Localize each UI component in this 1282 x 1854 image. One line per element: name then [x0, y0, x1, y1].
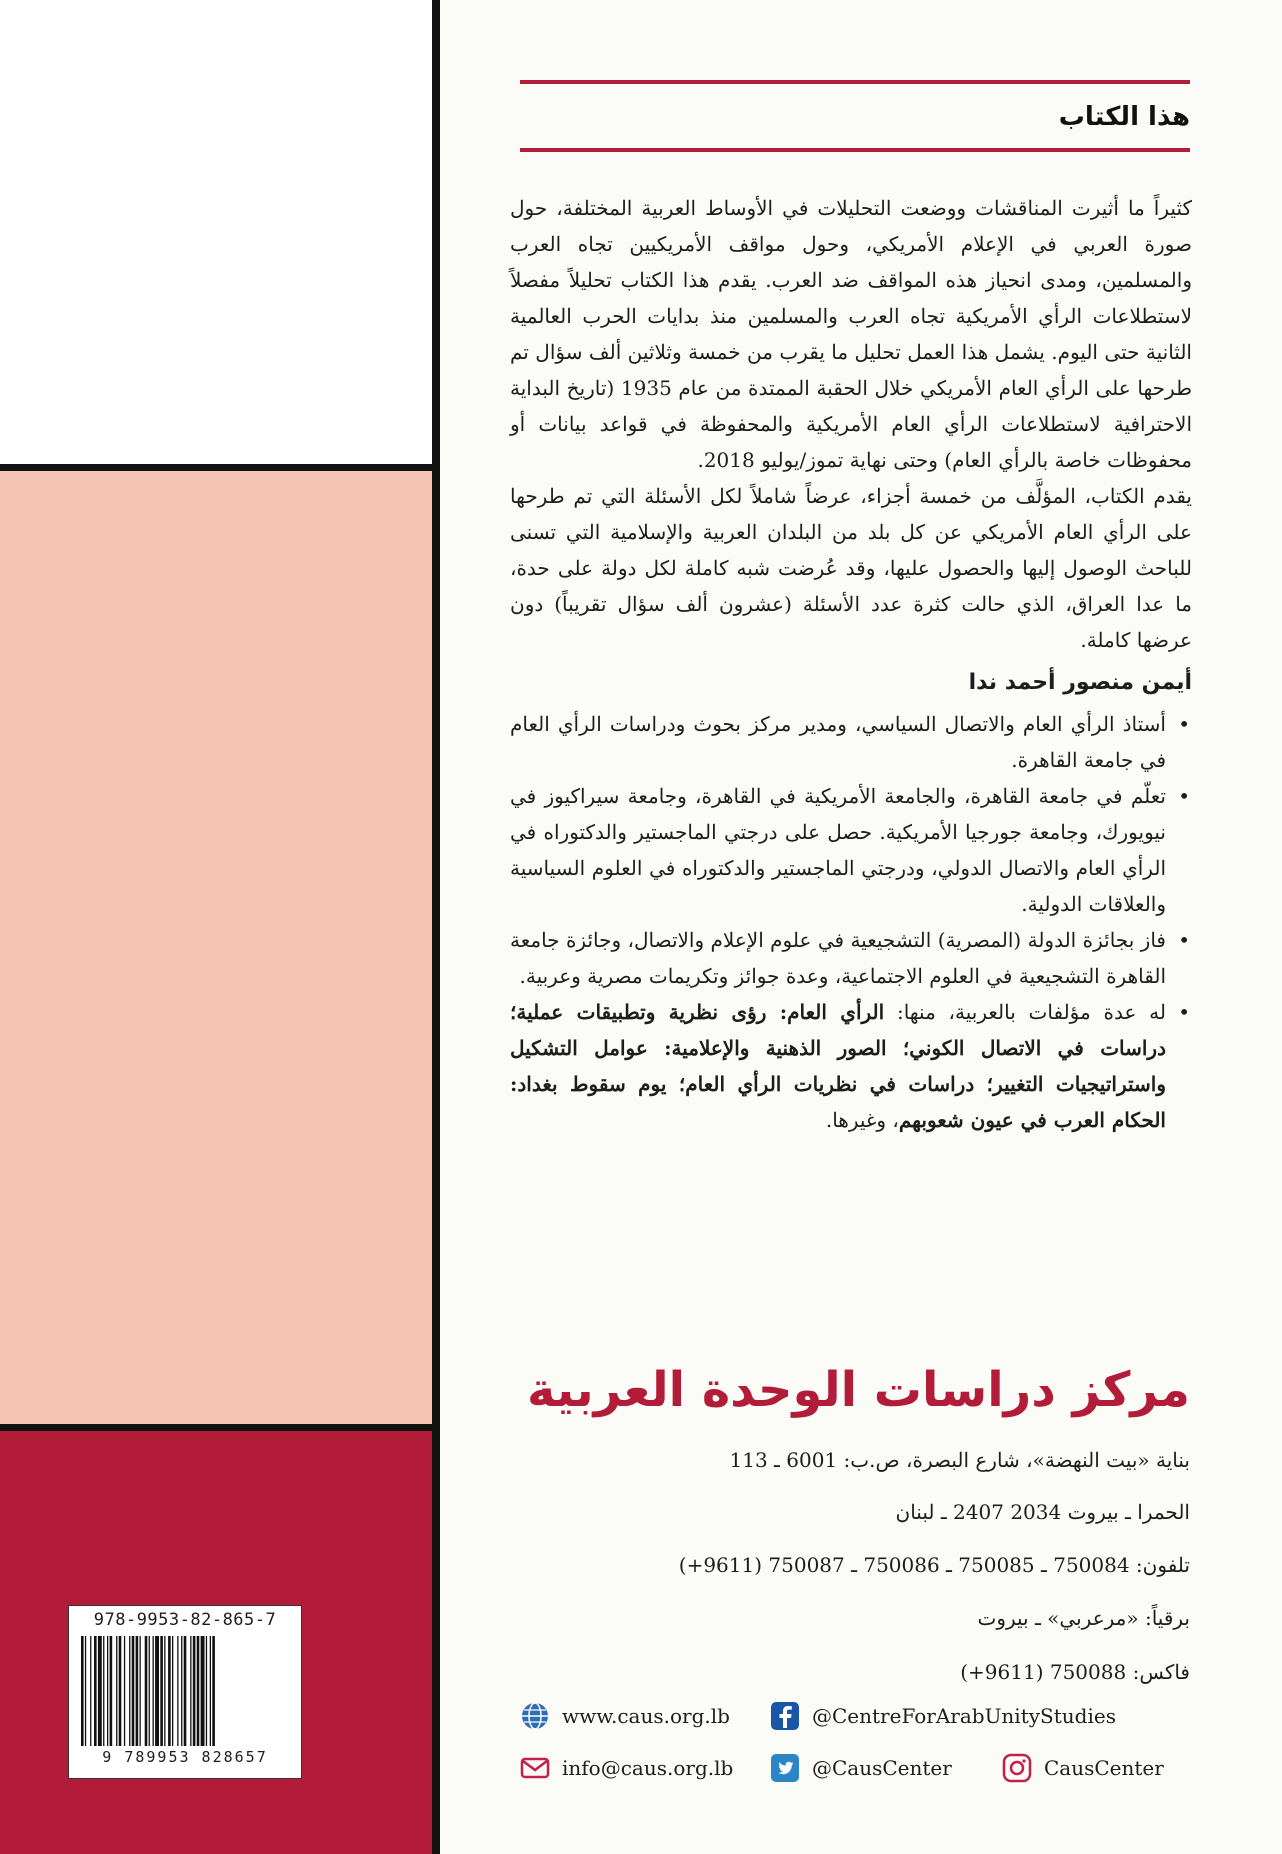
- bio-item: [510, 706, 1192, 778]
- barcode-bar: [149, 1636, 150, 1746]
- barcode-bar: [168, 1636, 171, 1746]
- twitter-text: @CausCenter: [812, 1756, 952, 1780]
- barcode-bar: [103, 1636, 104, 1746]
- paragraph: كثيراً ما أثيرت المناقشات ووضعت التحليلات في الأوساط العربية المختلفة، حول صورة العربي في الإعلام الأمريكي، وحول مواقف الأمريكيين تجاه العرب والمسلمين، ومدى انحياز هذه المواقف ضد العرب. يقدم هذا الكتاب تحليلاً مفصلاً لاستطلاعات الرأي الأمريكية تجاه العرب والمسلمين منذ بدايات الحرب العالمية الثانية حتى اليوم. يشمل هذا العمل تحليل ما يقرب من خمسة وثلاثين ألف سؤال تم طرحها على الرأي العام الأمريكي خلال الحقبة الممتدة من عام 1935 (تاريخ البداية الاحترافية لاستطلاعات الرأي العام الأمريكية والمحفوظة في قواعد بيانات أو محفوظات خاصة بالرأي العام) وحتى نهاية تموز/يوليو 2018.: [510, 196, 1192, 472]
- bio-text: ، وغيرها.: [825, 1108, 899, 1132]
- bio-item: [510, 922, 1192, 994]
- barcode-bar: [107, 1636, 108, 1746]
- barcode-bar: [190, 1636, 191, 1746]
- bio-text: له عدة مؤلفات بالعربية، منها:: [884, 1000, 1166, 1024]
- barcode-bar: [110, 1636, 113, 1746]
- title-rule-bottom: [520, 148, 1190, 152]
- barcode-bar: [212, 1636, 215, 1746]
- barcode-digits: 9 789953 828657: [102, 1748, 268, 1766]
- contact-phone: تلفون: 750084 ـ 750085 ـ 750086 ـ 750087 (9611+): [678, 1553, 1190, 1577]
- author-name: أيمن منصور أحمد ندا: [968, 670, 1192, 695]
- barcode-bar: [197, 1636, 200, 1746]
- barcode-bar: [201, 1636, 205, 1746]
- bullet-icon: •: [1178, 712, 1190, 736]
- email-text: info@caus.org.lb: [562, 1756, 734, 1780]
- website-text: www.caus.org.lb: [562, 1704, 730, 1728]
- facebook-icon: [770, 1701, 800, 1731]
- bio-item: [510, 778, 1192, 922]
- instagram-icon: [1002, 1753, 1032, 1783]
- barcode-bar: [136, 1636, 139, 1746]
- bio-text: فاز بجائزة الدولة (المصرية) التشجيعية في علوم الإعلام والاتصال، وجائزة جامعة القاهرة التشجيعية في العلوم الاجتماعية، وعدة جوائز وتكريمات مصرية وعربية.: [510, 928, 1166, 988]
- barcode-bar: [94, 1636, 97, 1746]
- barcode-bar: [193, 1636, 196, 1746]
- left-color-panel: [0, 0, 438, 1854]
- barcode-bar: [145, 1636, 148, 1746]
- barcode-bar: [181, 1636, 182, 1746]
- barcode-bar: [129, 1636, 130, 1746]
- contact-fax: فاكس: 750088 (9611+): [960, 1660, 1190, 1684]
- barcode-bar: [206, 1636, 207, 1746]
- bullet-icon: •: [1178, 1000, 1190, 1024]
- bullet-icon: •: [1178, 784, 1190, 808]
- red-block: [0, 1431, 438, 1854]
- barcode-bar: [164, 1636, 165, 1746]
- contact-address: بناية «بيت النهضة»، شارع البصرة، ص.ب: 6001 ـ 113: [729, 1448, 1190, 1472]
- paragraph: يقدم الكتاب، المؤلَّف من خمسة أجزاء، عرضاً شاملاً لكل الأسئلة التي تم طرحها على الرأي العام الأمريكي عن كل بلد من البلدان العربية والإسلامية التي تسنى للباحث الوصول إليها والحصول عليها، وقد عُرضت شبه كاملة لكل دولة على حدة، ما عدا العراق، الذي حالت كثرة عدد الأسئلة (عشرون ألف سؤال تقريباً) دون عرضها كاملة.: [510, 484, 1192, 652]
- pink-block: [0, 471, 438, 1431]
- vertical-divider: [432, 0, 440, 1854]
- bio-book-titles: الرأي العام: رؤى نظرية وتطبيقات عملية؛ دراسات في الاتصال الكوني؛ الصور الذهنية والإعلامية: عوامل التشكيل واستراتيجيات التغيير؛ دراسات في نظريات الرأي العام؛ يوم سقوط بغداد: الحكام العرب في عيون شعوبهم: [510, 1000, 1166, 1132]
- barcode-bar: [132, 1636, 135, 1746]
- bio-item: [510, 994, 1192, 1138]
- bio-text: أستاذ الرأي العام والاتصال السياسي، ومدير مركز بحوث ودراسات الرأي العام في جامعة القاهرة.: [510, 712, 1166, 772]
- barcode-bar: [184, 1636, 187, 1746]
- title-rule-top: [520, 80, 1190, 84]
- instagram-text: CausCenter: [1044, 1756, 1164, 1780]
- barcode-bar: [210, 1636, 211, 1746]
- publisher-name: مركز دراسات الوحدة العربية: [526, 1362, 1190, 1418]
- facebook-link[interactable]: [770, 1700, 1116, 1732]
- barcode-bar: [155, 1636, 159, 1746]
- barcode-bar: [98, 1636, 102, 1746]
- barcode-bar: [172, 1636, 173, 1746]
- barcode-bar: [160, 1636, 163, 1746]
- barcode-bar: [119, 1636, 122, 1746]
- barcode-bar: [90, 1636, 91, 1746]
- bio-text: تعلّم في جامعة القاهرة، والجامعة الأمريكية في القاهرة، وجامعة سيراكيوز في نيويورك، وجامعة جورجيا الأمريكية. حصل على درجتي الماجستير والدكتوراه في الرأي العام والاتصال الدولي، ودرجتي الماجستير والدكتوراه في العلوم السياسية والعلاقات الدولية.: [510, 784, 1166, 916]
- bullet-icon: •: [1178, 928, 1190, 952]
- contact-city: الحمرا ـ بيروت 2034 2407 ـ لبنان: [895, 1500, 1190, 1524]
- twitter-icon: [770, 1753, 800, 1783]
- barcode-bar: [140, 1636, 141, 1746]
- divider-line: [0, 464, 438, 471]
- barcode-bar: [85, 1636, 86, 1746]
- blurb-text: [510, 190, 1192, 1138]
- barcode-bar: [153, 1636, 154, 1746]
- barcode-bars: [81, 1636, 289, 1746]
- barcode-bar: [81, 1636, 84, 1746]
- isbn-number: 978-9953-82-865-7: [93, 1610, 277, 1630]
- barcode: [68, 1605, 302, 1779]
- divider-line: [0, 1424, 438, 1431]
- twitter-link[interactable]: [770, 1752, 952, 1784]
- author-bio-list: [510, 706, 1192, 1138]
- facebook-text: @CentreForArabUnityStudies: [812, 1704, 1116, 1728]
- instagram-link[interactable]: [1002, 1752, 1164, 1784]
- email-link[interactable]: [520, 1752, 733, 1784]
- barcode-bar: [124, 1636, 125, 1746]
- white-block: [0, 0, 438, 471]
- barcode-bar: [116, 1636, 117, 1746]
- section-title: هذا الكتاب: [1058, 102, 1190, 132]
- globe-icon: [520, 1701, 550, 1731]
- envelope-icon: [520, 1753, 550, 1783]
- contact-cable: برقياً: «مرعربي» ـ بيروت: [977, 1606, 1190, 1630]
- website-link[interactable]: [520, 1700, 730, 1732]
- barcode-bar: [177, 1636, 178, 1746]
